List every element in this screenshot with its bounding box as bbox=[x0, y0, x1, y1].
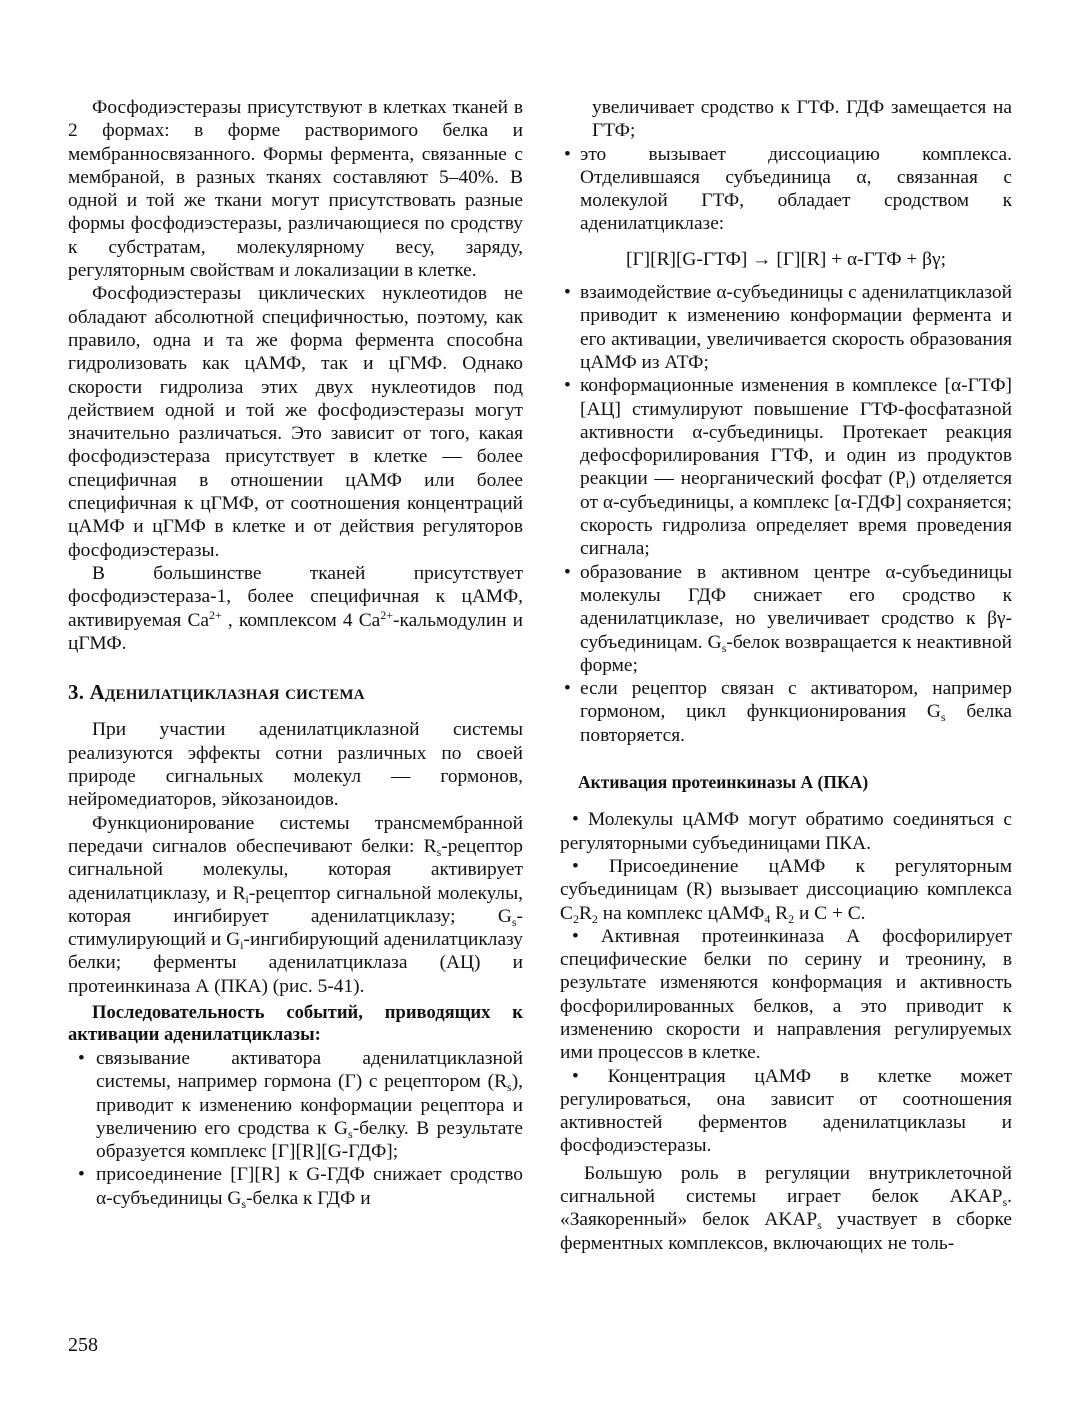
event-list-continued bbox=[560, 143, 1012, 236]
subheading: Активация протеинкиназы А (ПКА) bbox=[578, 772, 869, 793]
paragraph: Фосфодиэстеразы циклических нуклеотидов не обладают абсолютной специфичностью, поэтому, как правило, одна и та же форма фермента способна гидролизовать как цАМФ, так и цГМФ. Однако скорости гидролиза этих двух нуклеотидов под действием одной и той же фосфодиэстеразы могут значительно различаться. Это зависит от того, какая фосфодиэстераза присутствует в клетке — более специфичная в отношении цАМФ или более специфичная к цГМФ, от соотношения концентраций цАМФ и цГМФ в клетке и от действия регуляторов фосфодиэстеразы. bbox=[68, 283, 523, 561]
left-column bbox=[68, 96, 523, 1210]
reaction-formula: [Г][R][G-ГТФ] → [Г][R] + α-ГТФ + βγ; bbox=[625, 248, 946, 270]
page-number: 258 bbox=[68, 1334, 98, 1356]
list-item-continuation: увеличивает сродство к ГТФ. ГДФ замещается на ГТФ; bbox=[592, 97, 1012, 142]
list-item: • это вызывает диссоциацию комплекса. Отделившаяся субъединица α, связанная с молекулой ГТФ, обладает сродством к аденилатциклазе: bbox=[560, 143, 1012, 236]
list-item: • связывание активатора аденилатциклазной системы, например гормона (Г) с рецептором $(R_s)$, приводит к изменению конформации рецептора и увеличению его сродства к $G_s$-белку. В результате образуется комплекс [Г][R][G-ГДФ]; bbox=[68, 1047, 523, 1163]
list-item: • конформационные изменения в комплексе [α-ГТФ][АЦ] стимулируют повышение ГТФ-фосфатазной активности α-субъединицы. Протекает реакция дефосфорилирования ГТФ, и один из продуктов реакции — неорганический фосфат $(P_i)$ отделяется от α-субъединицы, а комплекс [α-ГДФ] сохраняется; скорость гидролиза определяет время проведения сигнала; bbox=[560, 374, 1012, 560]
paragraph: В большинстве тканей присутствует фосфодиэстераза-1, более специфичная к цАМФ, активируемая $Ca^{2+}$ , комплексом 4 $Ca^{2+}$-кальмодулин и цГМФ. bbox=[68, 562, 523, 654]
event-list-continued bbox=[560, 281, 1012, 747]
paragraph: Функционирование системы трансмембранной передачи сигналов обеспечивают белки: $R_s$-рецептор сигнальной молекулы, которая активирует аденилатциклазу, и $R_i$-рецептор сигнальной молекулы, которая ингибирует аденилатциклазу; $G_s$-стимулирующий и $G_i$-ингибирующий аденилатциклазу белки; ферменты аденилатциклаза (АЦ) и протеинкиназа А (ПКА) (рис. 5-41). bbox=[68, 812, 523, 997]
paragraph: При участии аденилатциклазной системы реализуются эффекты сотни различных по своей природе сигнальных молекул — гормонов, нейромедиаторов, эйкозаноидов. bbox=[68, 719, 523, 811]
list-item: • образование в активном центре α-субъединицы молекулы ГДФ снижает его сродство к аденилатциклазе, но увеличивает сродство к βγ-субъединицам. $G_s$-белок возвращается к неактивной форме; bbox=[560, 561, 1012, 677]
bullet-paragraph: • Молекулы цАМФ могут обратимо соединяться с регуляторными субъединицами ПКА. bbox=[560, 808, 1012, 855]
section-heading: 3. Аденилатциклазная система bbox=[68, 680, 365, 705]
event-list bbox=[68, 1047, 523, 1210]
bullet-paragraph: • Активная протеинкиназа А фосфорилирует специфические белки по серину и треонину, в результате изменяются конформация и активность фосфорилированных белков, а это приводит к изменению скорости и направления регулируемых ими процессов в клетке. bbox=[560, 925, 1012, 1065]
list-item: • взаимодействие α-субъединицы с аденилатциклазой приводит к изменению конформации фермента и его активации, увеличивается скорость образования цАМФ из АТФ; bbox=[560, 281, 1012, 374]
bullet-paragraph: • Концентрация цАМФ в клетке может регулироваться, она зависит от соотношения активностей ферментов аденилатциклазы и фосфодиэстеразы. bbox=[560, 1065, 1012, 1158]
subheading: Последовательность событий, приводящих к активации аденилатциклазы: bbox=[68, 1001, 523, 1046]
bullet-paragraph: • Присоединение цАМФ к регуляторным субъединицам (R) вызывает диссоциацию комплекса $C_2R_2$ на комплекс цАМФ$_4$ $R_2$ и C + C. bbox=[560, 855, 1012, 925]
paragraph: Большую роль в регуляции внутриклеточной сигнальной системы играет белок $AKAP_s$. «Заякоренный» белок $AKAP_s$ участвует в сборке ферментных комплексов, включающих не толь- bbox=[560, 1162, 1012, 1254]
list-item: • если рецептор связан с активатором, например гормоном, цикл функционирования $G_s$ белка повторяется. bbox=[560, 677, 1012, 747]
right-column bbox=[560, 96, 1012, 1255]
paragraph: Фосфодиэстеразы присутствуют в клетках тканей в 2 формах: в форме растворимого белка и мембранносвязанного. Формы фермента, связанные с мембраной, в разных тканях составляют 5–40%. В одной и той же ткани могут присутствовать разные формы фосфодиэстеразы, различающиеся по сродству к субстратам, молекулярному весу, заряду, регуляторным свойствам и локализации в клетке. bbox=[68, 97, 523, 282]
list-item: • присоединение [Г][R] к G-ГДФ снижает сродство α-субъединицы $G_s$-белка к ГДФ и bbox=[68, 1163, 523, 1210]
